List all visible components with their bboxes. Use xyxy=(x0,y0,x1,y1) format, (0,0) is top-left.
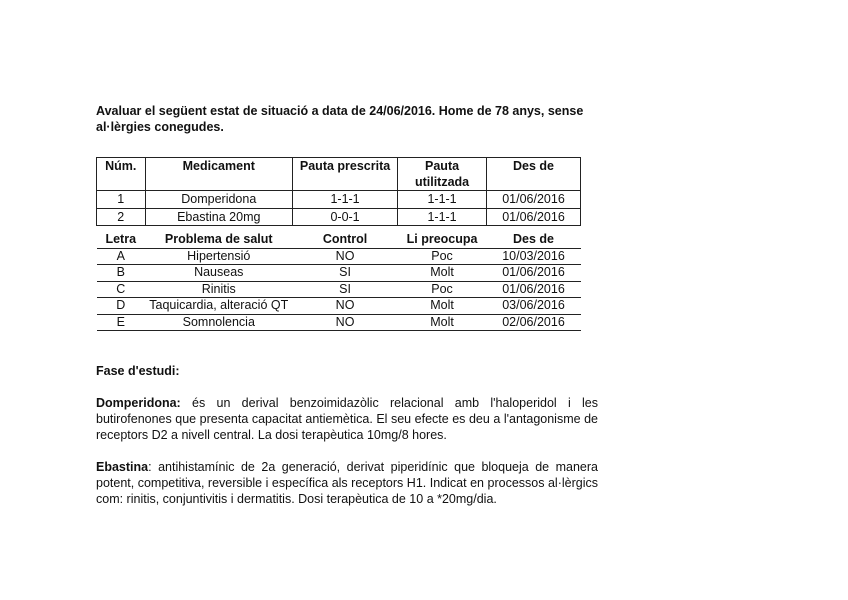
table-row xyxy=(97,281,581,298)
problem-column-header: Problema de salut xyxy=(145,226,293,249)
medication-cell: 01/06/2016 xyxy=(487,191,581,209)
medication-cell: 1-1-1 xyxy=(398,208,487,226)
medication-cell: Ebastina 20mg xyxy=(145,208,293,226)
study-heading: Fase d'estudi: xyxy=(96,364,180,378)
problem-cell: Poc xyxy=(398,248,487,265)
ebastina-paragraph xyxy=(96,459,598,507)
problem-cell: 02/06/2016 xyxy=(487,314,581,331)
medication-problem-table xyxy=(96,157,581,331)
table-row xyxy=(97,314,581,331)
problem-cell: Taquicardia, alteració QT xyxy=(145,298,293,315)
problem-header-row xyxy=(97,226,581,249)
medication-cell: 2 xyxy=(97,208,146,226)
problem-column-header: Des de xyxy=(487,226,581,249)
ebastina-term: Ebastina xyxy=(96,460,149,474)
problem-column-header: Li preocupa xyxy=(398,226,487,249)
medication-header-row xyxy=(97,158,581,191)
medication-cell: 1-1-1 xyxy=(293,191,398,209)
problem-cell: SI xyxy=(293,265,398,282)
problem-cell: Molt xyxy=(398,265,487,282)
problem-cell: 01/06/2016 xyxy=(487,265,581,282)
table-row xyxy=(97,191,581,209)
medication-column-header: Pauta utilitzada xyxy=(398,158,487,191)
medication-cell: 1-1-1 xyxy=(398,191,487,209)
problem-cell: Nauseas xyxy=(145,265,293,282)
medication-cell: 0-0-1 xyxy=(293,208,398,226)
medication-cell: Domperidona xyxy=(145,191,293,209)
table-row xyxy=(97,208,581,226)
problem-cell: NO xyxy=(293,314,398,331)
problem-cell: Rinitis xyxy=(145,281,293,298)
domperidona-term: Domperidona: xyxy=(96,396,181,410)
table-row xyxy=(97,265,581,282)
problem-cell: NO xyxy=(293,298,398,315)
problem-cell: Molt xyxy=(398,314,487,331)
medication-column-header: Des de xyxy=(487,158,581,191)
problem-cell: Hipertensió xyxy=(145,248,293,265)
problem-cell: E xyxy=(97,314,146,331)
problem-cell: A xyxy=(97,248,146,265)
problem-cell: NO xyxy=(293,248,398,265)
problem-column-header: Letra xyxy=(97,226,146,249)
problem-cell: SI xyxy=(293,281,398,298)
domperidona-text: és un derival benzoimidazòlic relacional amb l'haloperidol i les butirofenones que presenta capacitat antiemètica. El seu efecte es deu a l'antagonisme de receptors D2 a nivell central. La dosi terapèutica 10mg/8 hores. xyxy=(96,396,598,442)
medication-column-header: Núm. xyxy=(97,158,146,191)
problem-column-header: Control xyxy=(293,226,398,249)
medication-cell: 01/06/2016 xyxy=(487,208,581,226)
problem-cell: D xyxy=(97,298,146,315)
table-row xyxy=(97,248,581,265)
problem-cell: Somnolencia xyxy=(145,314,293,331)
study-section xyxy=(96,363,598,507)
medication-cell: 1 xyxy=(97,191,146,209)
ebastina-text: : antihistamínic de 2a generació, derivat piperidínic que bloqueja de manera potent, competitiva, reversible i específica als receptors H1. Indicat en processos al·lèrgics com: rinitis, conjuntivitis i dermatitis. Dosi terapèutica de 10 a *20mg/dia. xyxy=(96,460,598,506)
problem-cell: Molt xyxy=(398,298,487,315)
table-row xyxy=(97,298,581,315)
intro-text: Avaluar el següent estat de situació a data de 24/06/2016. Home de 78 anys, sense al·lèrgies conegudes. xyxy=(96,104,584,134)
problem-cell: 03/06/2016 xyxy=(487,298,581,315)
problem-cell: B xyxy=(97,265,146,282)
problem-cell: 10/03/2016 xyxy=(487,248,581,265)
problem-cell: Poc xyxy=(398,281,487,298)
medication-column-header: Pauta prescrita xyxy=(293,158,398,191)
medication-column-header: Medicament xyxy=(145,158,293,191)
problem-cell: 01/06/2016 xyxy=(487,281,581,298)
problem-cell: C xyxy=(97,281,146,298)
document-page xyxy=(96,103,598,507)
domperidona-paragraph xyxy=(96,395,598,443)
